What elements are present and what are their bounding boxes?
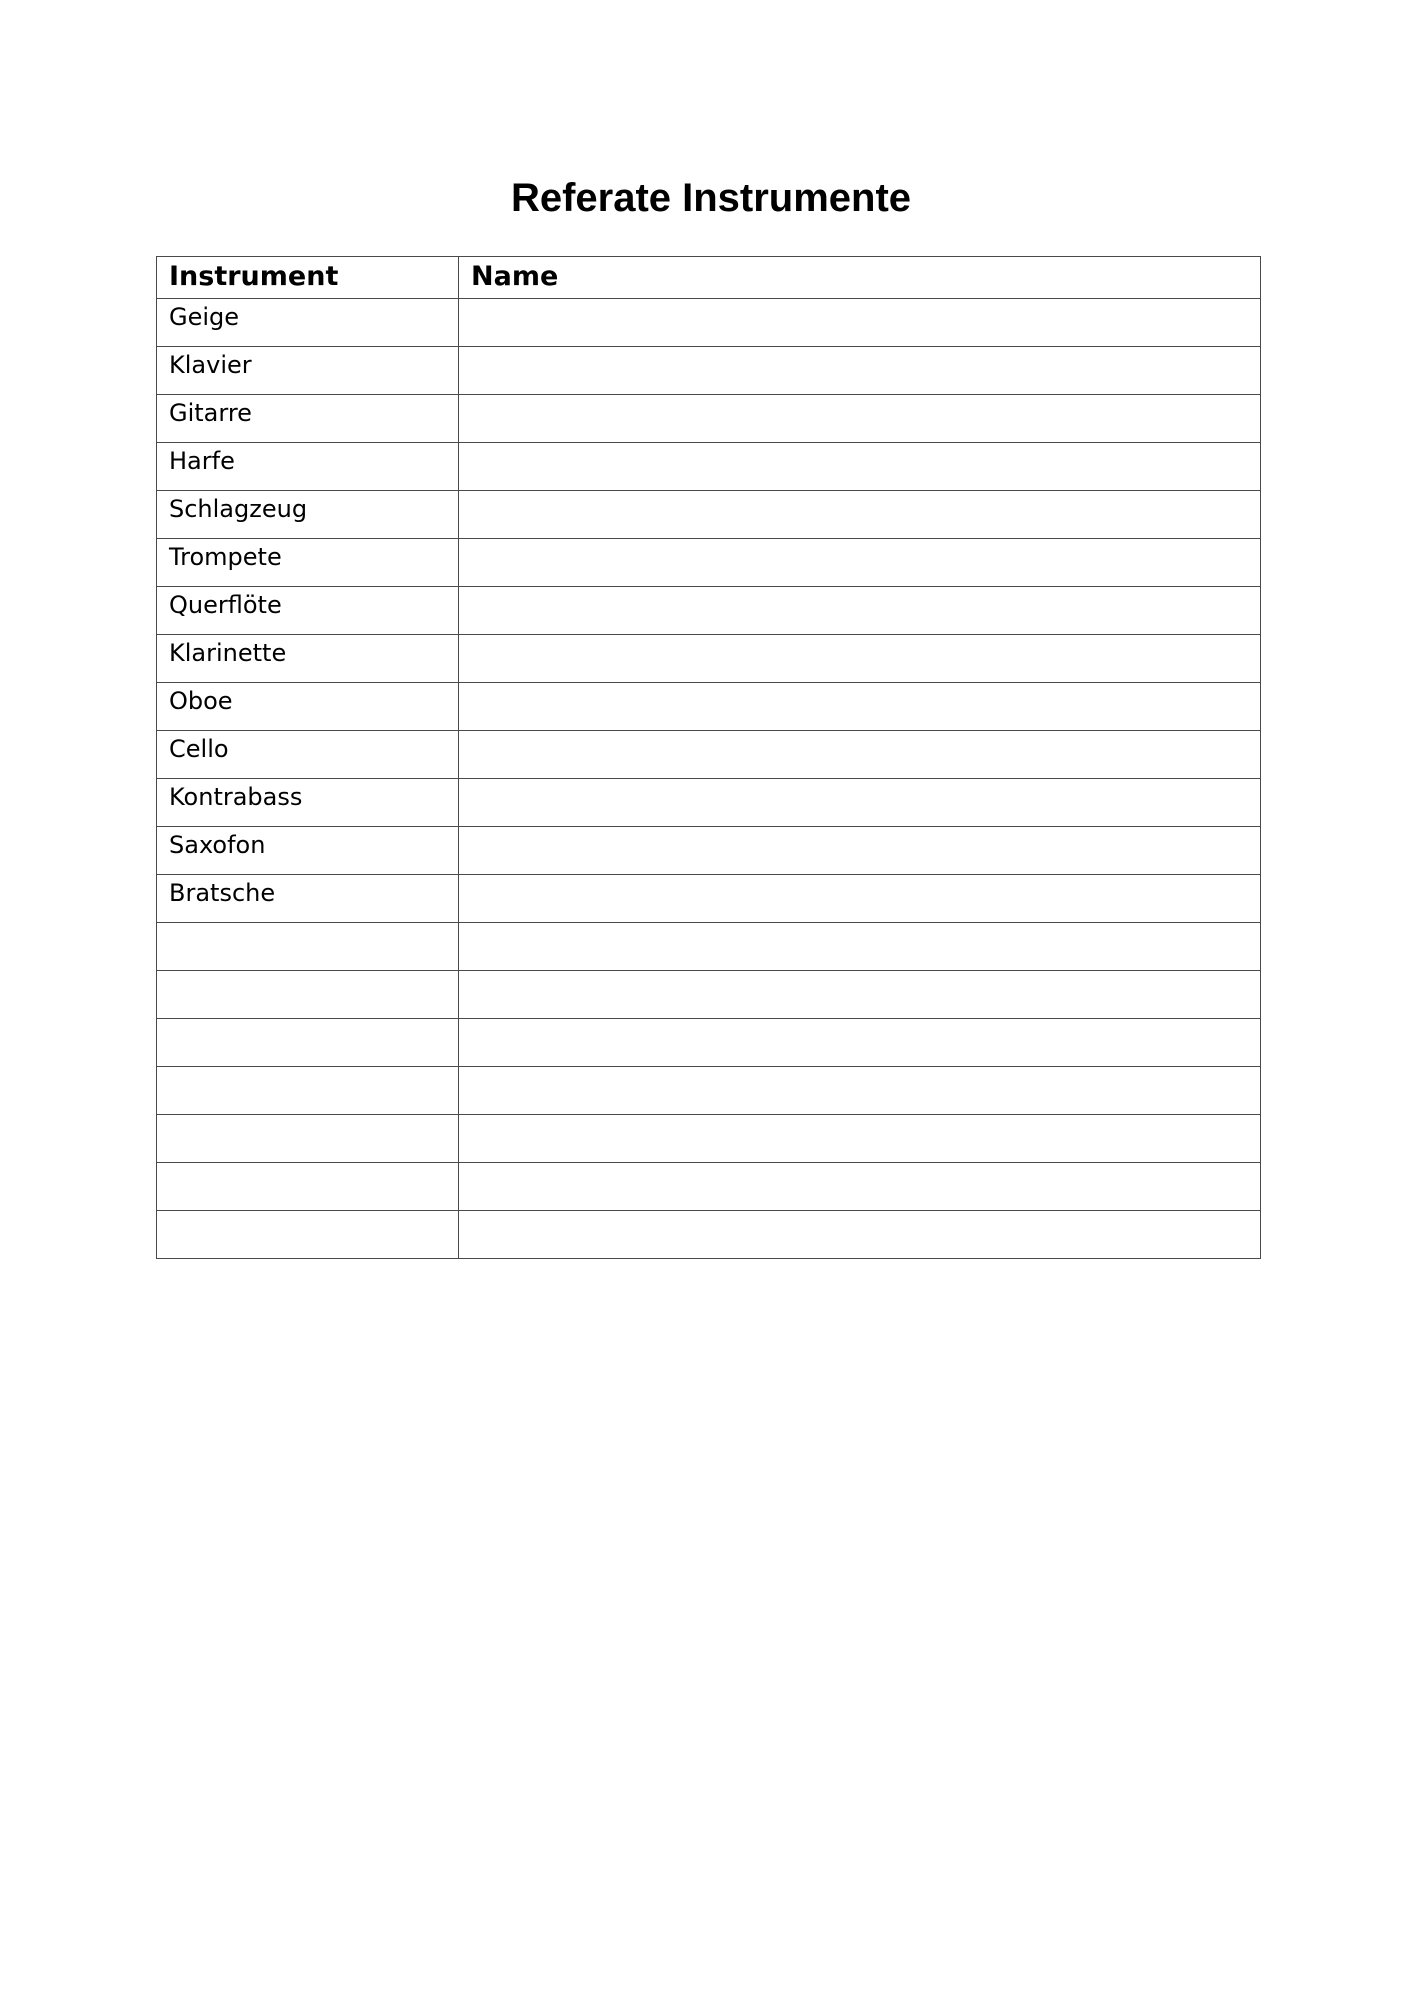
table-row	[157, 395, 1261, 443]
table-row	[157, 347, 1261, 395]
name-column-header: Name	[459, 257, 1261, 299]
instrument-cell	[157, 1115, 459, 1163]
table-row	[157, 587, 1261, 635]
name-cell	[459, 875, 1261, 923]
signup-table	[156, 256, 1261, 1259]
instrument-column-header: Instrument	[157, 257, 459, 299]
name-cell	[459, 539, 1261, 587]
table-row	[157, 491, 1261, 539]
name-cell	[459, 299, 1261, 347]
table-row	[157, 1211, 1261, 1259]
name-cell	[459, 779, 1261, 827]
table-row	[157, 299, 1261, 347]
name-cell	[459, 731, 1261, 779]
instrument-cell: Harfe	[157, 443, 459, 491]
instrument-cell: Oboe	[157, 683, 459, 731]
instrument-cell: Kontrabass	[157, 779, 459, 827]
instrument-cell: Querflöte	[157, 587, 459, 635]
table-row	[157, 1019, 1261, 1067]
instrument-cell	[157, 1211, 459, 1259]
instrument-cell	[157, 971, 459, 1019]
name-cell	[459, 347, 1261, 395]
instrument-cell	[157, 1067, 459, 1115]
name-cell	[459, 635, 1261, 683]
name-cell	[459, 1163, 1261, 1211]
table-row	[157, 635, 1261, 683]
name-cell	[459, 1019, 1261, 1067]
name-cell	[459, 683, 1261, 731]
table-row	[157, 683, 1261, 731]
instrument-cell: Klavier	[157, 347, 459, 395]
name-cell	[459, 827, 1261, 875]
table-row	[157, 1163, 1261, 1211]
instrument-cell: Gitarre	[157, 395, 459, 443]
name-cell	[459, 1067, 1261, 1115]
name-cell	[459, 1211, 1261, 1259]
name-cell	[459, 395, 1261, 443]
instrument-cell: Geige	[157, 299, 459, 347]
name-cell	[459, 491, 1261, 539]
name-cell	[459, 923, 1261, 971]
instrument-cell: Bratsche	[157, 875, 459, 923]
table-header-row	[157, 257, 1261, 299]
table-row	[157, 1115, 1261, 1163]
table-body	[157, 299, 1261, 1259]
name-cell	[459, 587, 1261, 635]
instrument-cell	[157, 1019, 459, 1067]
instrument-cell: Schlagzeug	[157, 491, 459, 539]
page-title: Referate Instrumente	[510, 176, 912, 220]
table-row	[157, 731, 1261, 779]
table-row	[157, 827, 1261, 875]
name-cell	[459, 1115, 1261, 1163]
table-row	[157, 443, 1261, 491]
table-row	[157, 539, 1261, 587]
name-cell	[459, 971, 1261, 1019]
instrument-cell: Klarinette	[157, 635, 459, 683]
instrument-cell: Saxofon	[157, 827, 459, 875]
instrument-cell: Trompete	[157, 539, 459, 587]
table-row	[157, 779, 1261, 827]
instrument-cell	[157, 923, 459, 971]
instrument-cell	[157, 1163, 459, 1211]
instrument-cell: Cello	[157, 731, 459, 779]
table-row	[157, 971, 1261, 1019]
table-row	[157, 875, 1261, 923]
table-row	[157, 923, 1261, 971]
table-row	[157, 1067, 1261, 1115]
name-cell	[459, 443, 1261, 491]
